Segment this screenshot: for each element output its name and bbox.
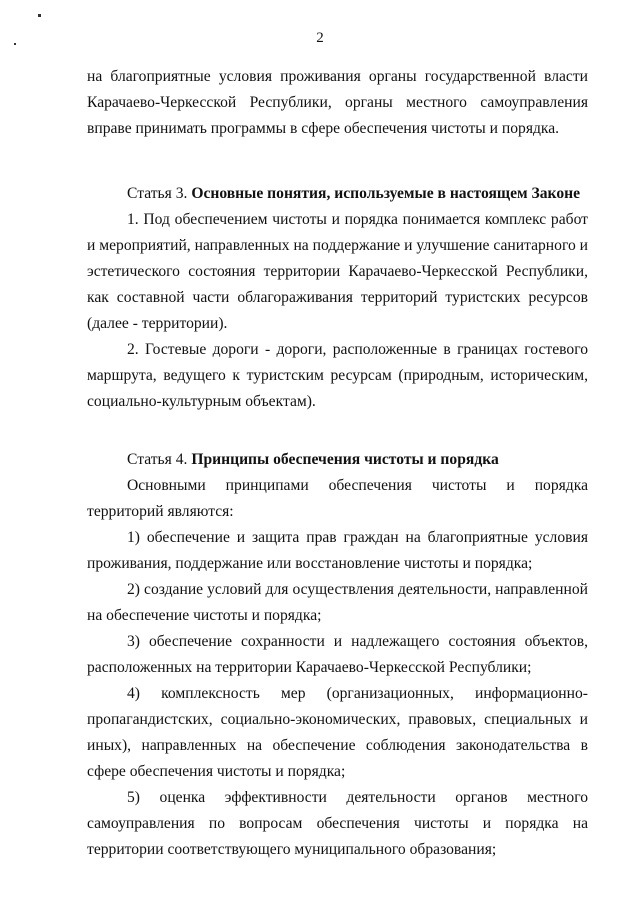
- article-4-item-5: 5) оценка эффективности деятельности органов местного самоуправления по вопросам обеспечения чистоты и порядка на территории соответствующего муниципального образования;: [87, 789, 588, 858]
- article-4-title: Принципы обеспечения чистоты и порядка: [191, 451, 499, 468]
- article-3-heading: [87, 181, 588, 207]
- page-number: 2: [316, 30, 324, 46]
- article-4-item-3: 3) обеспечение сохранности и надлежащего состояния объектов, расположенных на территории Карачаево-Черкесской Республики;: [87, 633, 588, 676]
- article-4-prefix: Статья 4.: [127, 451, 192, 468]
- article-4-item-1: 1) обеспечение и защита прав граждан на благоприятные условия проживания, поддержание или восстановление чистоты и порядка;: [87, 529, 588, 572]
- intro-paragraph: на благоприятные условия проживания органы государственной власти Карачаево-Черкесской Республики, органы местного самоуправления вправе принимать программы в сфере обеспечения чистоты и порядка.: [87, 68, 588, 137]
- article-3-title: Основные понятия, используемые в настоящем Законе: [191, 185, 581, 202]
- article-4-item-4: 4) комплексность мер (организационных, информационно-пропагандистских, социально-экономических, правовых, специальных и иных), направленных на обеспечение соблюдения законодательства в сфере обеспечения чистоты и порядка;: [87, 685, 588, 780]
- document-body: [87, 64, 588, 863]
- article-3-paragraph-1: 1. Под обеспечением чистоты и порядка понимается комплекс работ и мероприятий, направленных на поддержание и улучшение санитарного и эстетического состояния территории Карачаево-Черкесской Республики, как составной части облагораживания территорий туристских ресурсов (далее - территории).: [87, 211, 588, 332]
- article-3-paragraph-2: 2. Гостевые дороги - дороги, расположенные в границах гостевого маршрута, ведущего к туристским ресурсам (природным, историческим, социально-культурным объектам).: [87, 341, 588, 410]
- article-4-item-2: 2) создание условий для осуществления деятельности, направленной на обеспечение чистоты и порядка;: [87, 581, 588, 624]
- scan-speck: [38, 14, 41, 17]
- article-4-intro: Основными принципами обеспечения чистоты и порядка территорий являются:: [87, 477, 588, 520]
- article-3-prefix: Статья 3.: [127, 185, 192, 202]
- article-4-heading: [87, 447, 588, 473]
